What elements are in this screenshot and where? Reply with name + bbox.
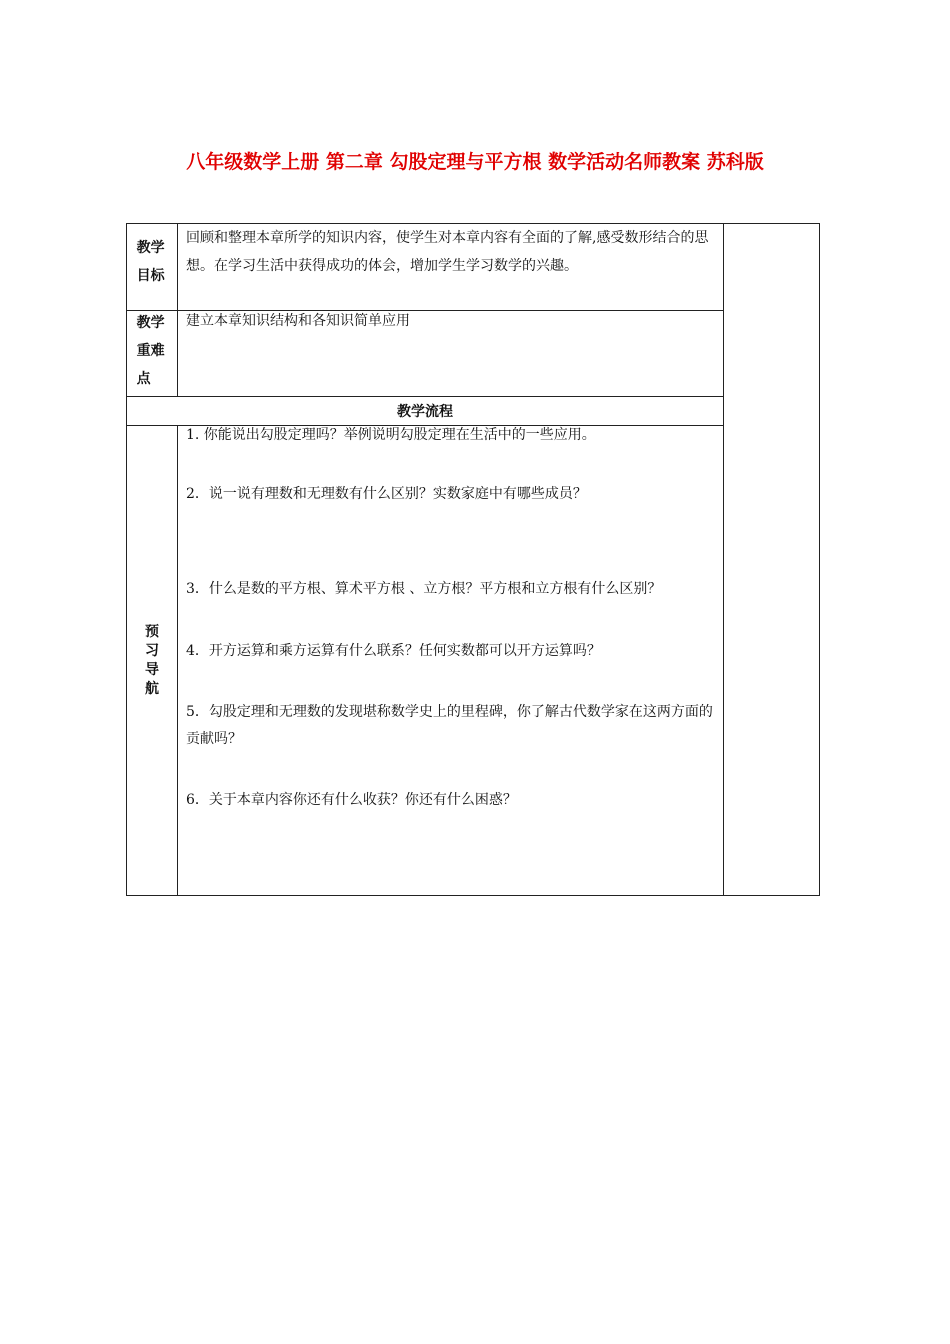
- objectives-row: [127, 224, 820, 311]
- key-points-text: 建立本章知识结构和各知识简单应用: [186, 313, 410, 329]
- flow-header: 教学流程: [127, 397, 724, 426]
- key-points-content-cell: [178, 311, 724, 397]
- objectives-label-cell: [127, 224, 178, 311]
- question-4: 4．开方运算和乘方运算有什么联系？任何实数都可以开方运算吗？: [186, 643, 601, 659]
- question-2: 2．说一说有理数和无理数有什么区别？实数家庭中有哪些成员？: [186, 486, 587, 502]
- question-5: 5．勾股定理和无理数的发现堪称数学史上的里程碑，你了解古代数学家在这两方面的贡献吗？: [186, 704, 713, 747]
- document-title: 八年级数学上册 第二章 勾股定理与平方根 数学活动名师教案 苏科版: [186, 151, 764, 173]
- question-3: 3．什么是数的平方根、算术平方根 、立方根？平方根和立方根有什么区别？: [186, 581, 662, 597]
- preview-label-cell: [127, 426, 178, 896]
- objectives-label: 教学目标: [136, 240, 165, 284]
- preview-row: [127, 426, 820, 896]
- key-points-label: 教学重难点: [136, 315, 165, 387]
- lesson-plan-table: [126, 223, 820, 896]
- preview-questions-cell: [178, 426, 724, 896]
- key-points-row: [127, 311, 820, 397]
- notes-column: [724, 224, 820, 896]
- question-6: 6．关于本章内容你还有什么收获？你还有什么困惑？: [186, 792, 517, 808]
- key-points-label-cell: [127, 311, 178, 397]
- preview-label: 预习导航: [145, 623, 159, 697]
- objectives-content-cell: [178, 224, 724, 311]
- question-1: 1. 你能说出勾股定理吗？举例说明勾股定理在生活中的一些应用。: [186, 427, 596, 443]
- objectives-text: 回顾和整理本章所学的知识内容，使学生对本章内容有全面的了解,感受数形结合的思想。在学习生活中获得成功的体会，增加学生学习数学的兴趣。: [186, 230, 709, 274]
